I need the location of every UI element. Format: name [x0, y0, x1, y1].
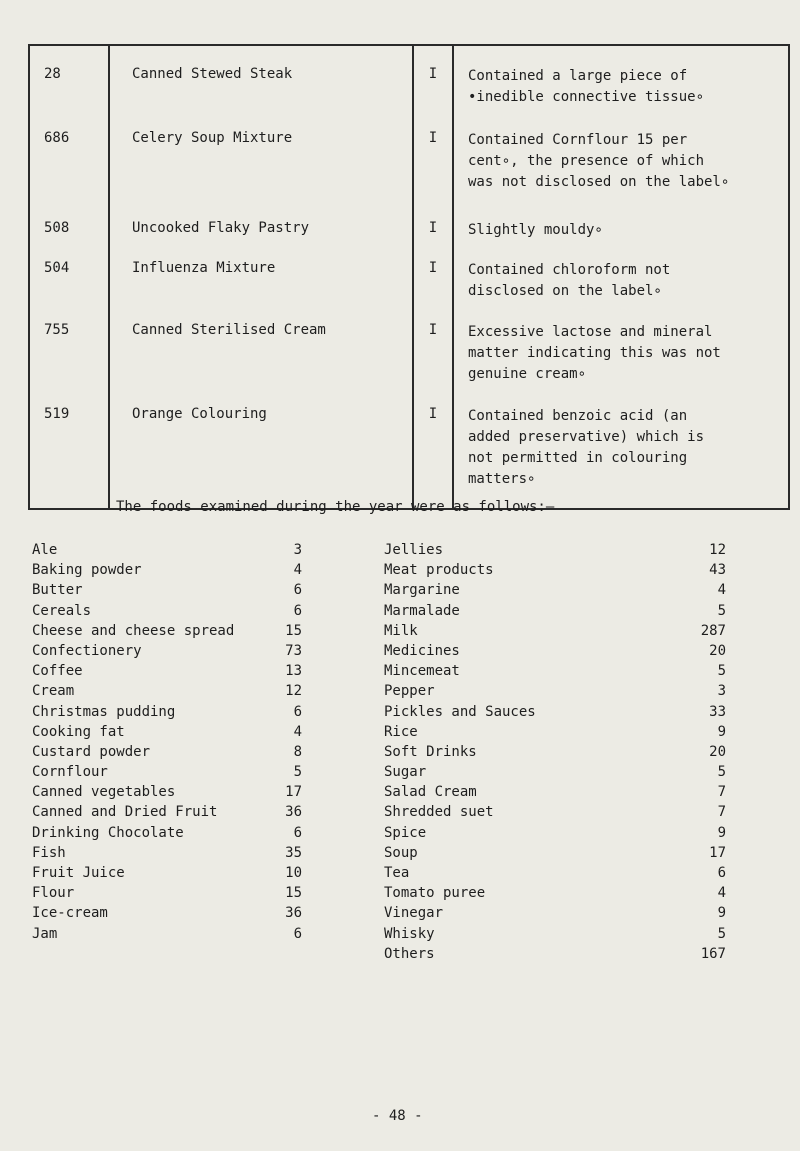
food-count: 4 — [293, 562, 302, 579]
remark-line: Contained chloroform not — [468, 262, 671, 278]
food-name: Margarine — [384, 582, 460, 599]
sample-remarks — [453, 206, 789, 246]
food-name: Soup — [384, 844, 418, 861]
sample-number: 519 — [29, 392, 109, 509]
foods-list-right — [384, 540, 726, 964]
food-item — [32, 621, 302, 641]
remark-line: matters∘ — [468, 471, 536, 487]
food-item — [384, 782, 726, 802]
foods-intro: The foods examined during the year were as follows:— — [116, 499, 555, 515]
food-name: Custard powder — [32, 743, 151, 760]
food-name: Sugar — [384, 764, 427, 781]
sample-class: I — [413, 246, 453, 308]
food-name: Cereals — [32, 602, 92, 619]
remark-line: added preservative) which is — [468, 429, 705, 445]
remark-line: Slightly mouldy∘ — [468, 222, 603, 238]
food-count: 15 — [285, 885, 302, 902]
food-item — [32, 560, 302, 580]
food-item — [32, 924, 302, 944]
food-item — [384, 601, 726, 621]
food-count: 6 — [717, 865, 726, 881]
sample-article: Orange Colouring — [109, 392, 413, 509]
food-count: 6 — [293, 602, 302, 619]
food-name: Tomato puree — [384, 885, 486, 902]
food-item — [32, 722, 302, 742]
food-item — [32, 903, 302, 923]
food-item — [384, 762, 726, 782]
food-count: 5 — [717, 925, 726, 942]
food-count: 3 — [717, 683, 726, 700]
sample-remarks — [453, 392, 789, 509]
food-count: 20 — [709, 743, 726, 760]
food-count: 8 — [293, 743, 302, 760]
food-item — [384, 944, 726, 964]
remark-line: Excessive lactose and mineral — [468, 324, 713, 340]
sample-number: 28 — [29, 45, 109, 116]
food-item — [32, 863, 302, 883]
food-name: Pepper — [384, 683, 435, 700]
food-name: Ice-cream — [32, 905, 108, 922]
food-name: Marmalade — [384, 602, 460, 619]
adverse-samples-table — [28, 44, 790, 510]
food-name: Milk — [384, 622, 418, 639]
food-name: Cornflour — [32, 764, 108, 781]
page-number: - 48 - — [372, 1108, 423, 1124]
food-count: 12 — [709, 542, 726, 558]
remark-line: Contained benzoic acid (an — [468, 408, 688, 424]
food-item — [32, 641, 302, 661]
food-item — [384, 641, 726, 661]
sample-number: 755 — [29, 308, 109, 392]
remark-line: was not disclosed on the label∘ — [468, 174, 730, 190]
sample-row — [29, 392, 789, 509]
food-count: 12 — [285, 683, 302, 700]
food-count: 17 — [709, 844, 726, 861]
food-item — [384, 802, 726, 822]
food-item — [32, 742, 302, 762]
food-count: 5 — [717, 764, 726, 781]
food-count: 20 — [709, 642, 726, 659]
food-count: 6 — [293, 703, 302, 720]
food-item — [32, 883, 302, 903]
food-count: 43 — [709, 562, 726, 579]
food-count: 7 — [717, 784, 726, 801]
food-name: Ale — [32, 542, 58, 558]
food-count: 36 — [285, 905, 302, 922]
food-item — [384, 883, 726, 903]
food-item — [384, 903, 726, 923]
sample-row — [29, 45, 789, 116]
food-count: 5 — [717, 663, 726, 680]
sample-row — [29, 116, 789, 206]
food-count: 5 — [293, 764, 302, 781]
food-count: 6 — [293, 925, 302, 942]
food-name: Cream — [32, 683, 75, 700]
food-count: 33 — [709, 703, 726, 720]
food-name: Whisky — [384, 925, 435, 942]
food-count: 167 — [700, 945, 726, 962]
food-item — [32, 762, 302, 782]
food-item — [384, 621, 726, 641]
foods-list-left — [32, 540, 302, 944]
sample-row — [29, 206, 789, 246]
remark-line: Contained a large piece of — [468, 68, 688, 84]
food-item — [32, 580, 302, 600]
food-item — [384, 661, 726, 681]
sample-class: I — [413, 116, 453, 206]
food-count: 6 — [293, 824, 302, 841]
food-count: 3 — [293, 542, 302, 558]
sample-article: Uncooked Flaky Pastry — [109, 206, 413, 246]
food-count: 287 — [700, 622, 726, 639]
remark-line: genuine cream∘ — [468, 366, 587, 382]
sample-remarks — [453, 308, 789, 392]
food-name: Meat products — [384, 562, 494, 579]
food-name: Cheese and cheese spread — [32, 622, 235, 639]
food-item — [384, 863, 726, 883]
food-name: Pickles and Sauces — [384, 703, 536, 720]
remark-line: •inedible connective tissue∘ — [468, 89, 705, 105]
food-count: 35 — [285, 844, 302, 861]
remark-line: cent∘, the presence of which — [468, 153, 705, 169]
food-name: Flour — [32, 885, 75, 902]
food-item — [384, 823, 726, 843]
food-item — [32, 681, 302, 701]
sample-article: Influenza Mixture — [109, 246, 413, 308]
food-name: Shredded suet — [384, 804, 494, 821]
sample-number: 508 — [29, 206, 109, 246]
sample-article: Celery Soup Mixture — [109, 116, 413, 206]
food-count: 5 — [717, 602, 726, 619]
sample-class: I — [413, 45, 453, 116]
food-name: Jellies — [384, 542, 444, 558]
food-name: Others — [384, 945, 435, 962]
food-item — [384, 560, 726, 580]
food-name: Christmas pudding — [32, 703, 176, 720]
sample-remarks — [453, 116, 789, 206]
food-item — [384, 681, 726, 701]
food-name: Baking powder — [32, 562, 142, 579]
sample-remarks — [453, 246, 789, 308]
food-name: Vinegar — [384, 905, 444, 922]
food-item — [32, 702, 302, 722]
sample-remarks — [453, 45, 789, 116]
food-name: Rice — [384, 723, 418, 740]
food-item — [32, 782, 302, 802]
food-name: Spice — [384, 824, 427, 841]
sample-row — [29, 308, 789, 392]
food-name: Butter — [32, 582, 83, 599]
food-item — [384, 580, 726, 600]
food-item — [32, 601, 302, 621]
food-count: 4 — [717, 582, 726, 599]
remark-line: disclosed on the label∘ — [468, 283, 662, 299]
food-item — [32, 540, 302, 560]
food-name: Coffee — [32, 663, 83, 680]
food-name: Fruit Juice — [32, 865, 125, 881]
sample-row — [29, 246, 789, 308]
food-name: Fish — [32, 844, 66, 861]
food-item — [32, 802, 302, 822]
food-count: 6 — [293, 582, 302, 599]
food-item — [32, 823, 302, 843]
food-name: Salad Cream — [384, 784, 477, 801]
food-name: Jam — [32, 925, 58, 942]
remark-line: not permitted in colouring — [468, 450, 688, 466]
food-count: 15 — [285, 622, 302, 639]
food-item — [384, 722, 726, 742]
remark-line: matter indicating this was not — [468, 345, 721, 361]
food-item — [384, 843, 726, 863]
food-name: Mincemeat — [384, 663, 460, 680]
food-count: 13 — [285, 663, 302, 680]
sample-class: I — [413, 392, 453, 509]
food-item — [32, 661, 302, 681]
sample-number: 686 — [29, 116, 109, 206]
food-count: 4 — [293, 723, 302, 740]
food-count: 9 — [717, 723, 726, 740]
food-count: 9 — [717, 824, 726, 841]
food-count: 7 — [717, 804, 726, 821]
food-name: Cooking fat — [32, 723, 125, 740]
food-count: 9 — [717, 905, 726, 922]
food-name: Confectionery — [32, 642, 142, 659]
sample-class: I — [413, 308, 453, 392]
food-item — [384, 540, 726, 560]
food-count: 73 — [285, 642, 302, 659]
food-name: Soft Drinks — [384, 743, 477, 760]
sample-article: Canned Sterilised Cream — [109, 308, 413, 392]
sample-number: 504 — [29, 246, 109, 308]
food-name: Canned and Dried Fruit — [32, 804, 218, 821]
food-count: 36 — [285, 804, 302, 821]
food-item — [32, 843, 302, 863]
food-name: Medicines — [384, 642, 460, 659]
remark-line: Contained Cornflour 15 per — [468, 132, 688, 148]
food-item — [384, 742, 726, 762]
food-count: 17 — [285, 784, 302, 801]
food-name: Drinking Chocolate — [32, 824, 184, 841]
food-name: Canned vegetables — [32, 784, 176, 801]
food-count: 10 — [285, 865, 302, 881]
food-count: 4 — [717, 885, 726, 902]
sample-article: Canned Stewed Steak — [109, 45, 413, 116]
sample-class: I — [413, 206, 453, 246]
food-item — [384, 924, 726, 944]
food-name: Tea — [384, 865, 410, 881]
food-item — [384, 702, 726, 722]
